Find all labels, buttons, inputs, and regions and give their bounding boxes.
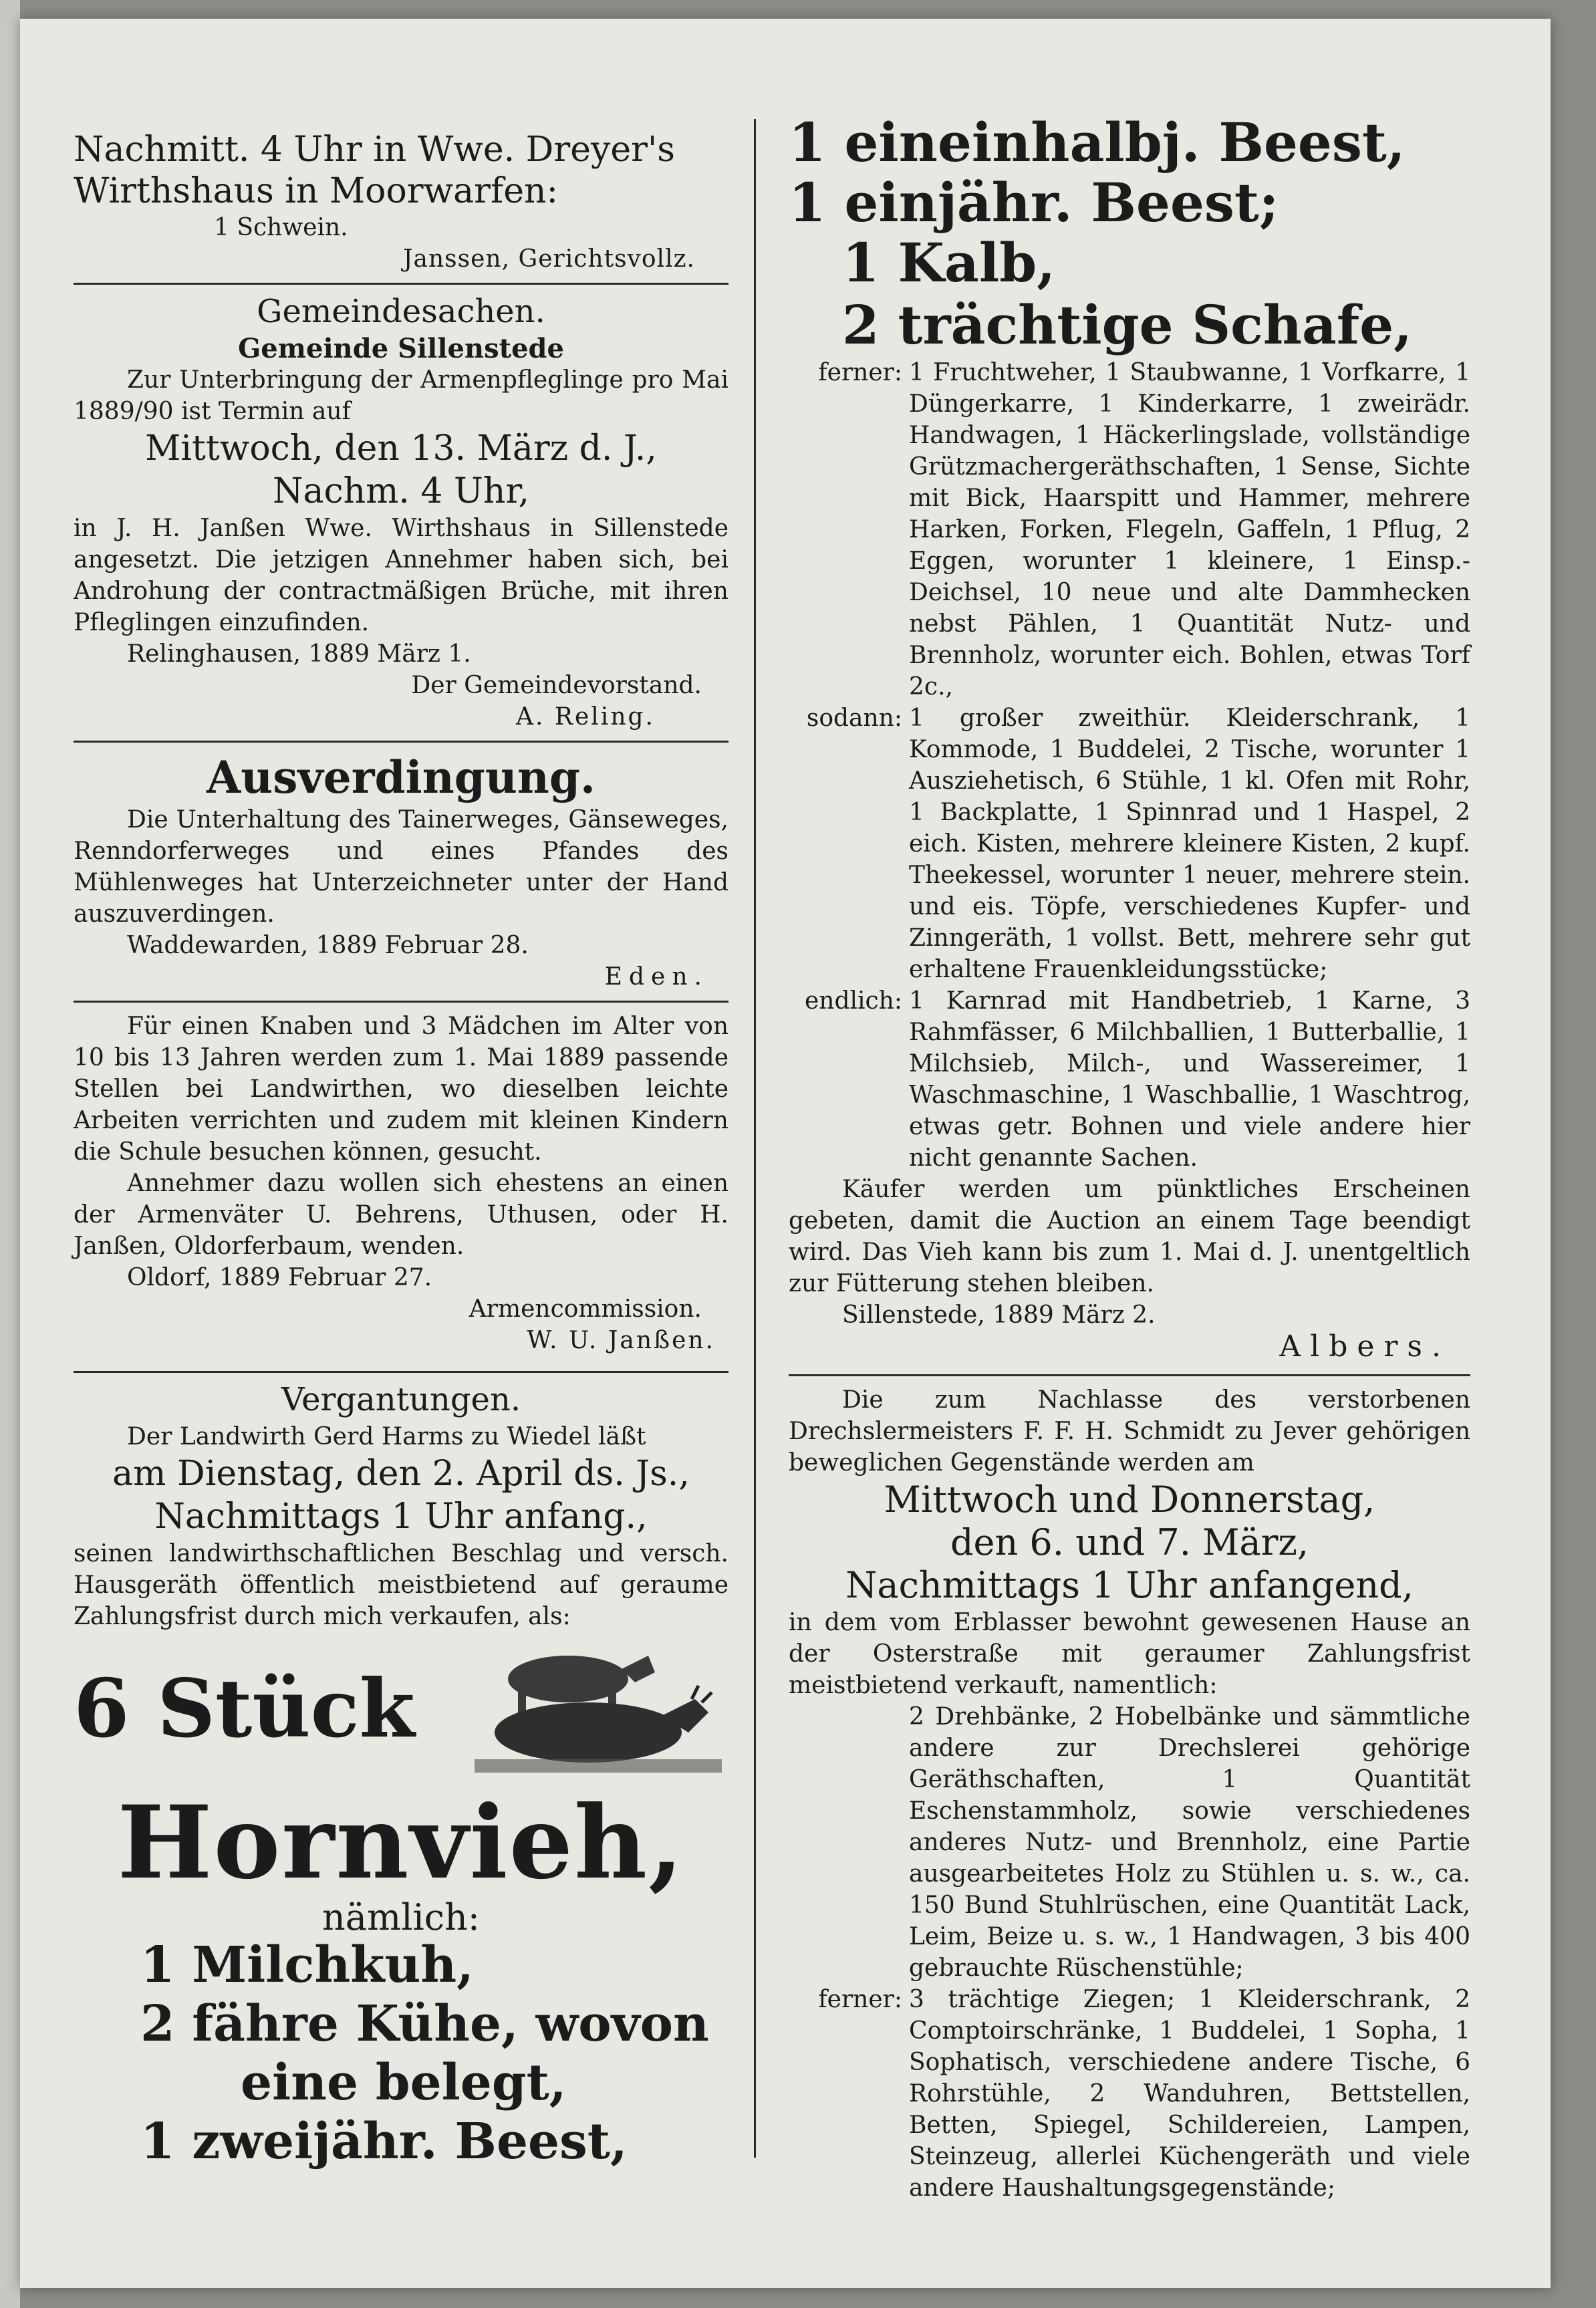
cont-sodann-row — [789, 702, 1470, 985]
vergantungen-big5: 2 fähre Kühe, wovon — [140, 1995, 709, 2053]
divider — [789, 1374, 1470, 1376]
vergantungen-date: am Dienstag, den 2. April ds. Js., — [112, 1454, 690, 1494]
divider — [74, 1371, 728, 1373]
cont-signer: Albers. — [1279, 1329, 1450, 1364]
right-column — [789, 112, 1470, 2204]
armen-place-date: Oldorf, 1889 Februar 27. — [127, 1264, 432, 1291]
vergantungen-text1: Der Landwirth Gerd Harms zu Wiedel läßt — [127, 1423, 646, 1450]
nachlass-ferner-label: ferner: — [818, 1986, 902, 2013]
gemeinde-text1: Zur Unterbringung der Armenpfleglinge pro Mai 1889/90 ist Termin auf — [74, 366, 728, 425]
cont-text: Käufer werden um pünktliches Erscheinen gebeten, damit die Auction an einem Tage beendigt wird. Das Vieh kann bis zum 1. Mai d. J. unentgeltlich zur Fütterung stehen bleiben. — [789, 1176, 1470, 1297]
left-column — [74, 129, 728, 2171]
gemeinde-time: Nachm. 4 Uhr, — [272, 471, 530, 511]
vergantungen-big2: Hornvieh, — [117, 1784, 685, 1902]
nachlass-date2: den 6. und 7. März, — [950, 1521, 1309, 1563]
vergantungen-big4: 1 Milchkuh, — [140, 1936, 474, 1994]
auction1-line1: Nachmitt. 4 Uhr in Wwe. Dreyer's — [74, 130, 675, 170]
cont-l1: 1 eineinhalbj. Beest, — [789, 111, 1406, 174]
divider — [74, 741, 728, 743]
cont-sodann-text: 1 großer zweithür. Kleiderschrank, 1 Kommode, 1 Buddelei, 2 Tische, worunter 1 Ausziehetisch, 6 Stühle, 1 kl. Ofen mit Rohr, 1 Backplatte, 1 Spinnrad und 1 Haspel, 2 eich. Kisten, mehrere kleinere Kisten, 2 kupf. Theekessel, worunter 1 neuer, mehrere stein. und eis. Töpfe, verschiedenes Kupfer- und Zinngeräth, 1 vollst. Bett, mehrere sehr gut erhaltene Frauenkleidungsstücke; — [909, 704, 1470, 983]
armen-text2: Annehmer dazu wollen sich ehestens an einen der Armenväter U. Behrens, Uthusen, oder H. Janßen, Oldorferbaum, wenden. — [74, 1170, 728, 1260]
ausverdingung-heading: Ausverdingung. — [207, 751, 595, 803]
cont-sodann-label: sodann: — [806, 704, 902, 732]
nachlass-time: Nachmittags 1 Uhr anfangend, — [845, 1564, 1414, 1606]
auction1-sign: Janssen, Gerichtsvollz. — [403, 245, 695, 273]
vergantungen-big6: eine belegt, — [241, 2054, 567, 2111]
newspaper-page — [20, 19, 1551, 2288]
page-left-edge — [0, 0, 20, 2308]
vergantungen-text2: seinen landwirthschaftlichen Beschlag und versch. Hausgeräth öffentlich meistbietend auf geraume Zahlungsfrist durch mich verkaufen, als: — [74, 1540, 728, 1630]
cattle-illustration — [454, 1632, 722, 1786]
column-divider — [754, 119, 756, 2158]
vergantungen-big1: 6 Stück — [74, 1662, 415, 1756]
nachlass-ferner-row — [789, 1984, 1470, 2204]
cont-endlich-label: endlich: — [804, 987, 902, 1015]
cont-endlich-row — [789, 985, 1470, 1174]
nachlass-row1 — [789, 1701, 1470, 1984]
cont-l2: 1 einjähr. Beest; — [789, 171, 1279, 234]
nachlass-text2: in dem vom Erblasser bewohnt gewesenen Hause an der Osterstraße mit geraumer Zahlungsfrist meistbietend verkauft, namentlich: — [789, 1609, 1470, 1699]
nachlass-list2: 3 trächtige Ziegen; 1 Kleiderschrank, 2 Comptoirschränke, 1 Buddelei, 1 Sopha, 1 Sophatisch, verschiedene andere Tische, 6 Rohrstühle, 2 Wanduhren, Bettstellen, Betten, Spiegel, Schildereien, Lampen, Steinzeug, allerlei Küchengeräth und viele andere Haushaltungsgegenstände; — [909, 1986, 1470, 2202]
ausverdingung-text: Die Unterhaltung des Tainerweges, Gänseweges, Renndorferweges und eines Pfandes des Mühlenweges hat Unterzeichneter unter der Hand auszuverdingen. — [74, 806, 728, 928]
gemeinde-place-date: Relinghausen, 1889 März 1. — [127, 640, 471, 668]
cont-endlich-text: 1 Karnrad mit Handbetrieb, 1 Karne, 3 Rahmfässer, 6 Milchballien, 1 Butterballie, 1 Milchsieb, Milch-, und Wassereimer, 1 Waschmaschine, 1 Waschballie, 1 Waschtrog, etwas getr. Bohnen und viele andere hier nicht genannte Sachen. — [909, 987, 1470, 1172]
gemeinde-date: Mittwoch, den 13. März d. J., — [145, 428, 657, 469]
divider — [74, 1001, 728, 1003]
cattle-block — [74, 1632, 728, 1786]
nachlass-text1: Die zum Nachlasse des verstorbenen Drechslermeisters F. F. H. Schmidt zu Jever gehörigen beweglichen Gegenstände werden am — [789, 1386, 1470, 1477]
ausverdingung-signer: Eden. — [604, 963, 708, 991]
vergantungen-time: Nachmittags 1 Uhr anfang., — [154, 1497, 648, 1537]
auction1-line2: Wirthshaus in Moorwarfen: — [74, 171, 559, 211]
vergantungen-big7: 1 zweijähr. Beest, — [140, 2113, 628, 2170]
cont-ferner-text: 1 Fruchtweher, 1 Staubwanne, 1 Vorfkarre, 1 Düngerkarre, 1 Kinderkarre, 1 zweirädr. Handwagen, 1 Häckerlingslade, vollständige Grützmachergeräthschaften, 1 Sense, Sichte mit Bick, Haarspitt und Hammer, mehrere Harken, Forken, Flegeln, Gaffeln, 1 Pflug, 2 Eggen, worunter 1 kleinere, 1 Einsp.-Deichsel, 10 neue und alte Dammhecken nebst Pählen, 1 Quantität Nutz- und Brennholz, worunter eich. Bohlen, etwas Torf 2c., — [909, 359, 1470, 700]
cont-place-date: Sillenstede, 1889 März 2. — [842, 1301, 1156, 1329]
cont-ferner-row — [789, 357, 1470, 702]
ausverdingung-place-date: Waddewarden, 1889 Februar 28. — [127, 932, 529, 959]
armen-text1: Für einen Knaben und 3 Mädchen im Alter von 10 bis 13 Jahren werden zum 1. Mai 1889 passende Stellen bei Landwirthen, wo dieselben leichte Arbeiten verrichten und zudem mit kleinen Kindern die Schule besuchen können, gesucht. — [74, 1013, 728, 1166]
nachlass-list1: 2 Drehbänke, 2 Hobelbänke und sämmtliche andere zur Drechslerei gehörige Geräthschaften, 1 Quantität Eschenstammholz, sowie verschiedenes anderes Nutz- und Brennholz, eine Partie ausgearbeitetes Holz zu Stühlen u. s. w., ca. 150 Bund Stuhlrüschen, eine Quantität Lack, Leim, Beize u. s. w., 1 Handwagen, 3 bis 400 gebrauchte Rüschenstühle; — [909, 1703, 1470, 1982]
armen-signer1: Armencommission. — [469, 1295, 702, 1323]
cont-ferner-label: ferner: — [818, 359, 902, 386]
auction1-item: 1 Schwein. — [214, 214, 348, 241]
cont-l3: 1 Kalb, — [842, 231, 1056, 294]
armen-signer2: W. U. Janßen. — [527, 1327, 715, 1354]
divider — [74, 283, 728, 285]
gemeinde-subheading: Gemeinde Sillenstede — [238, 333, 564, 364]
gemeinde-text2: in J. H. Janßen Wwe. Wirthshaus in Sillenstede angesetzt. Die jetzigen Annehmer haben sich, bei Androhung der contractmäßigen Brüche, mit ihren Pfleglingen einzufinden. — [74, 515, 728, 636]
gemeinde-signer2: A. Reling. — [516, 703, 655, 731]
vergantungen-heading: Vergantungen. — [281, 1381, 521, 1418]
vergantungen-big3: nämlich: — [322, 1896, 480, 1938]
gemeinde-heading: Gemeindesachen. — [257, 293, 545, 330]
nachlass-date: Mittwoch und Donnerstag, — [884, 1479, 1375, 1521]
gemeinde-signer1: Der Gemeindevorstand. — [411, 672, 702, 699]
cont-l4: 2 trächtige Schafe, — [842, 293, 1413, 356]
